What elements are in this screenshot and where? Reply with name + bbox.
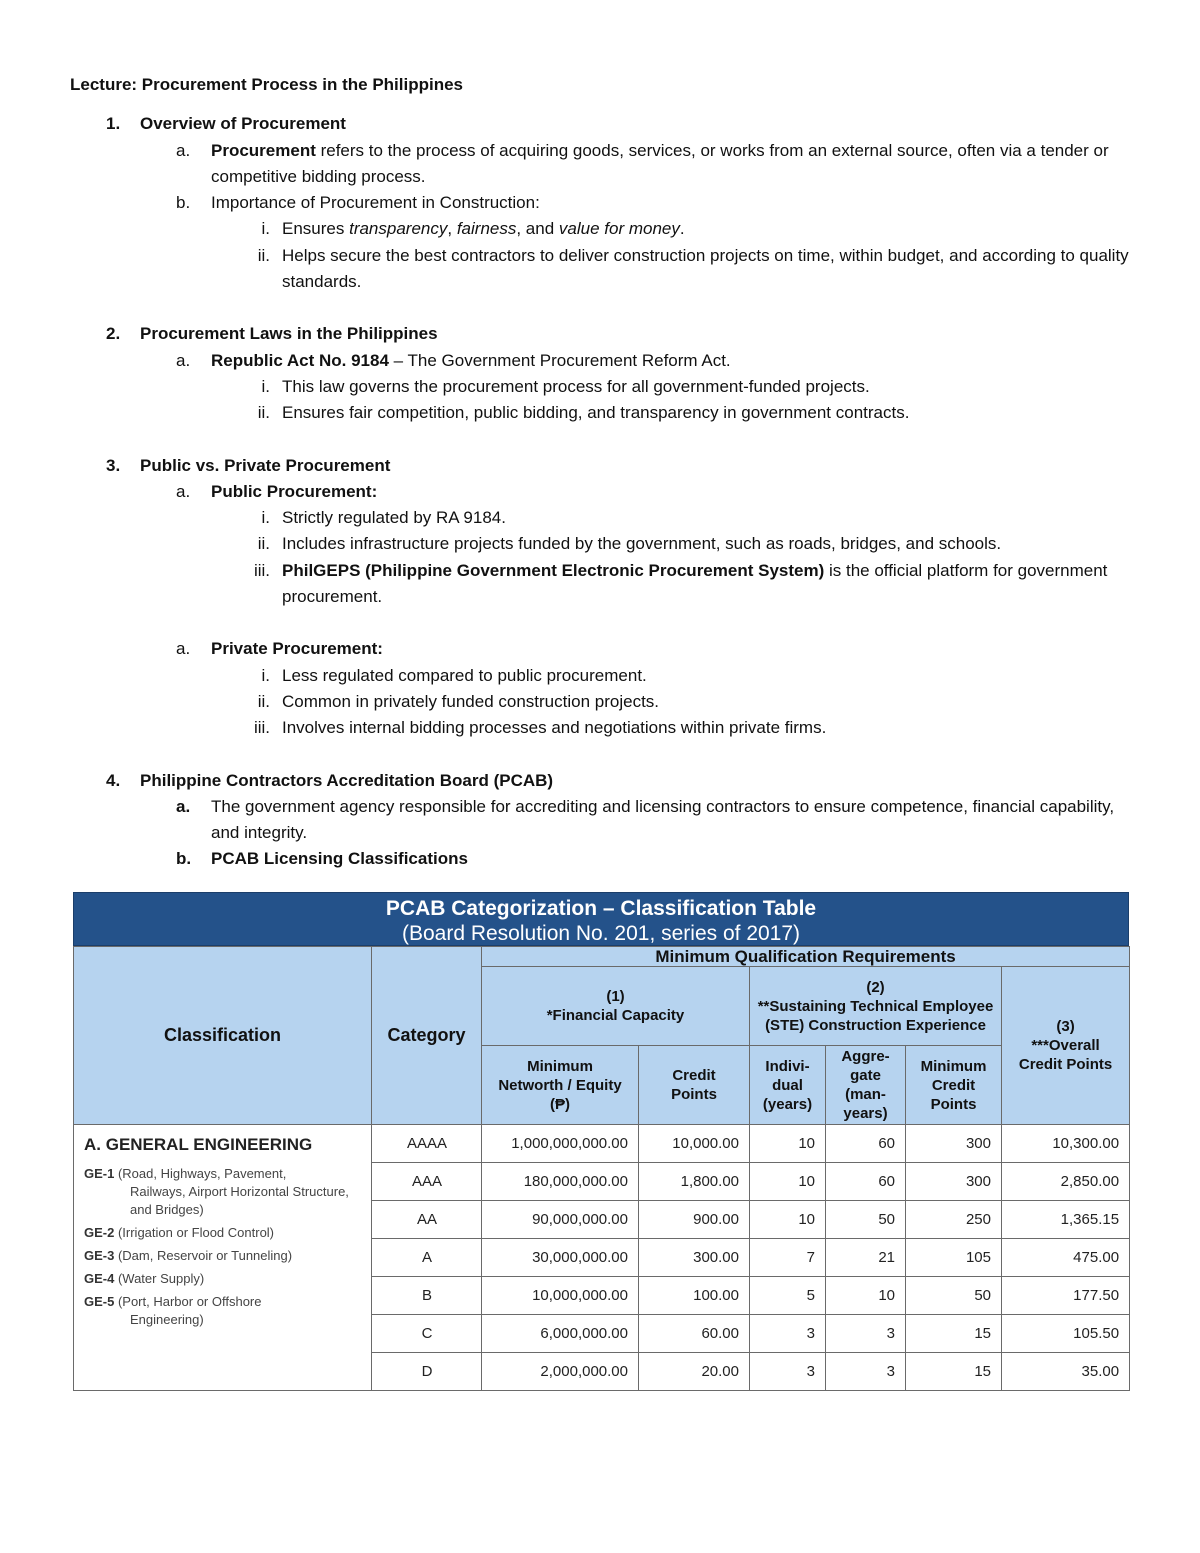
list-item: Importance of Procurement in Construction: [211, 193, 540, 213]
item-marker: ii. [257, 245, 270, 265]
item-marker: a. [176, 639, 191, 659]
list-item [282, 216, 1130, 242]
cell-overall: 2,850.00 [1002, 1163, 1130, 1201]
item-marker: i. [261, 508, 270, 528]
pcab-classification-table [73, 892, 1129, 1391]
ge-item [84, 1247, 361, 1265]
cell-credit: 300.00 [639, 1239, 750, 1277]
section-number: 4. [106, 770, 121, 790]
ge-code: GE-1 [84, 1166, 115, 1181]
item-marker: i. [261, 376, 270, 396]
bold-term: Procurement [211, 140, 316, 160]
item-marker: ii. [257, 534, 270, 554]
cell-individual: 10 [750, 1125, 826, 1163]
cell-min-credit: 300 [906, 1125, 1002, 1163]
list-item [211, 636, 1130, 662]
list-item: This law governs the procurement process for all government-funded projects. [282, 376, 870, 396]
cell-aggregate: 10 [826, 1277, 906, 1315]
section-overview [70, 111, 1130, 295]
ge-code: GE-3 [84, 1248, 115, 1263]
header-classification: Classification [74, 947, 372, 1125]
cell-aggregate: 60 [826, 1163, 906, 1201]
table-title-bar [73, 892, 1129, 946]
cell-category: AA [372, 1201, 482, 1239]
cell-networth: 2,000,000.00 [482, 1353, 639, 1391]
item-marker: b. [176, 193, 191, 213]
cell-category: AAA [372, 1163, 482, 1201]
section-laws [70, 321, 1130, 426]
list-item: The government agency responsible for accrediting and licensing contractors to ensure competence, financial capability, and integrity. [211, 796, 1115, 843]
cell-aggregate: 50 [826, 1201, 906, 1239]
cell-category: D [372, 1353, 482, 1391]
cell-min-credit: 50 [906, 1277, 1002, 1315]
list-item [282, 558, 1130, 611]
section-number: 2. [106, 324, 121, 344]
section-number: 3. [106, 455, 121, 475]
item-marker: iii. [253, 718, 270, 738]
ge-item [84, 1293, 361, 1329]
cell-networth: 90,000,000.00 [482, 1201, 639, 1239]
italic-term: transparency [349, 219, 448, 239]
ge-desc: (Dam, Reservoir or Tunneling) [114, 1248, 293, 1263]
item-text: , [447, 219, 457, 239]
table-title: PCAB Categorization – Classification Table [385, 897, 817, 920]
ge-item [84, 1270, 361, 1288]
header-credit-points: Credit Points [639, 1046, 750, 1125]
item-text: refers to the process of acquiring goods, services, or works from an external source, often via a tender or competitive bidding process. [211, 140, 1109, 186]
header-min-qualification: Minimum Qualification Requirements [482, 947, 1130, 967]
cell-category: C [372, 1315, 482, 1353]
cell-category: AAAA [372, 1125, 482, 1163]
ge-desc: (Road, Highways, Pavement, [114, 1166, 287, 1181]
general-engineering-cell [74, 1125, 372, 1391]
bold-term: PCAB Licensing Classifications [211, 849, 468, 869]
header-category: Category [372, 947, 482, 1125]
section-public-private [70, 453, 1130, 742]
ge-desc-cont: Railways, Airport Horizontal Structure, and Bridges) [130, 1184, 349, 1217]
item-text: . [679, 219, 685, 239]
header-min-networth: Minimum Networth / Equity (₱) [482, 1046, 639, 1125]
general-engineering-heading: A. GENERAL ENGINEERING [84, 1135, 313, 1154]
cell-individual: 7 [750, 1239, 826, 1277]
section-heading: Overview of Procurement [140, 114, 346, 134]
list-item: Helps secure the best contractors to deliver construction projects on time, within budget, and according to quality standards. [282, 245, 1129, 292]
item-marker: ii. [257, 691, 270, 711]
cell-aggregate: 21 [826, 1239, 906, 1277]
classification-grid [73, 946, 1130, 1391]
lecture-title: Lecture: Procurement Process in the Philippines [70, 75, 463, 94]
item-marker: a. [176, 350, 191, 370]
cell-individual: 10 [750, 1163, 826, 1201]
header-financial-capacity: (1) *Financial Capacity [482, 967, 750, 1046]
item-marker: a. [176, 796, 191, 816]
item-marker: a. [176, 481, 191, 501]
list-item: Includes infrastructure projects funded by the government, such as roads, bridges, and schools. [282, 534, 1002, 554]
section-number: 1. [106, 114, 121, 134]
cell-overall: 177.50 [1002, 1277, 1130, 1315]
section-heading: Public vs. Private Procurement [140, 455, 391, 475]
bold-term: Private Procurement: [211, 639, 383, 659]
header-individual: Indivi-dual (years) [750, 1046, 826, 1125]
table-subtitle: (Board Resolution No. 201, series of 2017) [401, 922, 801, 945]
bold-term: Republic Act No. 9184 [211, 350, 389, 370]
list-item [211, 846, 1130, 872]
header-min-credit: Minimum Credit Points [906, 1046, 1002, 1125]
cell-networth: 10,000,000.00 [482, 1277, 639, 1315]
cell-credit: 20.00 [639, 1353, 750, 1391]
item-marker: ii. [257, 403, 270, 423]
item-marker: a. [176, 140, 191, 160]
ge-desc: (Port, Harbor or Offshore [114, 1294, 262, 1309]
italic-term: value for money [558, 219, 680, 239]
cell-overall: 35.00 [1002, 1353, 1130, 1391]
cell-category: B [372, 1277, 482, 1315]
list-item: Ensures fair competition, public bidding, and transparency in government contracts. [282, 403, 910, 423]
cell-credit: 10,000.00 [639, 1125, 750, 1163]
cell-individual: 3 [750, 1315, 826, 1353]
cell-aggregate: 3 [826, 1315, 906, 1353]
bold-term: Public Procurement: [211, 481, 378, 501]
document-body [70, 72, 1130, 899]
list-item [211, 138, 1130, 191]
item-marker: b. [176, 849, 192, 869]
item-text: , and [516, 219, 559, 239]
section-pcab [70, 768, 1130, 873]
header-aggregate: Aggre-gate (man-years) [826, 1046, 906, 1125]
cell-category: A [372, 1239, 482, 1277]
cell-overall: 10,300.00 [1002, 1125, 1130, 1163]
ge-item [84, 1165, 361, 1219]
ge-desc: (Irrigation or Flood Control) [114, 1225, 275, 1240]
cell-min-credit: 300 [906, 1163, 1002, 1201]
cell-min-credit: 15 [906, 1353, 1002, 1391]
list-item: Involves internal bidding processes and negotiations within private firms. [282, 718, 827, 738]
table-row [74, 1125, 1130, 1163]
cell-individual: 5 [750, 1277, 826, 1315]
item-text: – The Government Procurement Reform Act. [388, 350, 731, 370]
section-heading: Procurement Laws in the Philippines [140, 324, 438, 344]
cell-credit: 60.00 [639, 1315, 750, 1353]
item-marker: iii. [253, 560, 270, 580]
cell-overall: 105.50 [1002, 1315, 1130, 1353]
item-text: is the official platform for government procurement. [282, 560, 1108, 607]
cell-overall: 1,365.15 [1002, 1201, 1130, 1239]
list-item [211, 479, 1130, 505]
item-text: Ensures [282, 219, 350, 239]
ge-item [84, 1224, 361, 1242]
list-item: Strictly regulated by RA 9184. [282, 508, 506, 528]
cell-networth: 1,000,000,000.00 [482, 1125, 639, 1163]
cell-aggregate: 3 [826, 1353, 906, 1391]
cell-credit: 100.00 [639, 1277, 750, 1315]
header-overall-credit: (3) ***Overall Credit Points [1002, 967, 1130, 1125]
cell-individual: 3 [750, 1353, 826, 1391]
italic-term: fairness [456, 219, 517, 239]
ge-code: GE-5 [84, 1294, 115, 1309]
item-marker: i. [261, 219, 270, 239]
header-ste: (2) **Sustaining Technical Employee (STE) Construction Experience [750, 967, 1002, 1046]
cell-aggregate: 60 [826, 1125, 906, 1163]
section-heading: Philippine Contractors Accreditation Board (PCAB) [140, 770, 554, 790]
cell-min-credit: 15 [906, 1315, 1002, 1353]
ge-desc: (Water Supply) [114, 1271, 205, 1286]
cell-credit: 1,800.00 [639, 1163, 750, 1201]
ge-code: GE-4 [84, 1271, 115, 1286]
list-item: Less regulated compared to public procurement. [282, 665, 647, 685]
cell-individual: 10 [750, 1201, 826, 1239]
cell-min-credit: 250 [906, 1201, 1002, 1239]
cell-networth: 180,000,000.00 [482, 1163, 639, 1201]
cell-credit: 900.00 [639, 1201, 750, 1239]
cell-min-credit: 105 [906, 1239, 1002, 1277]
ge-code: GE-2 [84, 1225, 115, 1240]
list-item: Common in privately funded construction projects. [282, 691, 660, 711]
cell-networth: 6,000,000.00 [482, 1315, 639, 1353]
cell-overall: 475.00 [1002, 1239, 1130, 1277]
bold-term: PhilGEPS (Philippine Government Electronic Procurement System) [282, 560, 825, 580]
list-item [211, 348, 1130, 374]
item-marker: i. [261, 665, 270, 685]
cell-networth: 30,000,000.00 [482, 1239, 639, 1277]
ge-desc-cont: Engineering) [130, 1312, 204, 1327]
